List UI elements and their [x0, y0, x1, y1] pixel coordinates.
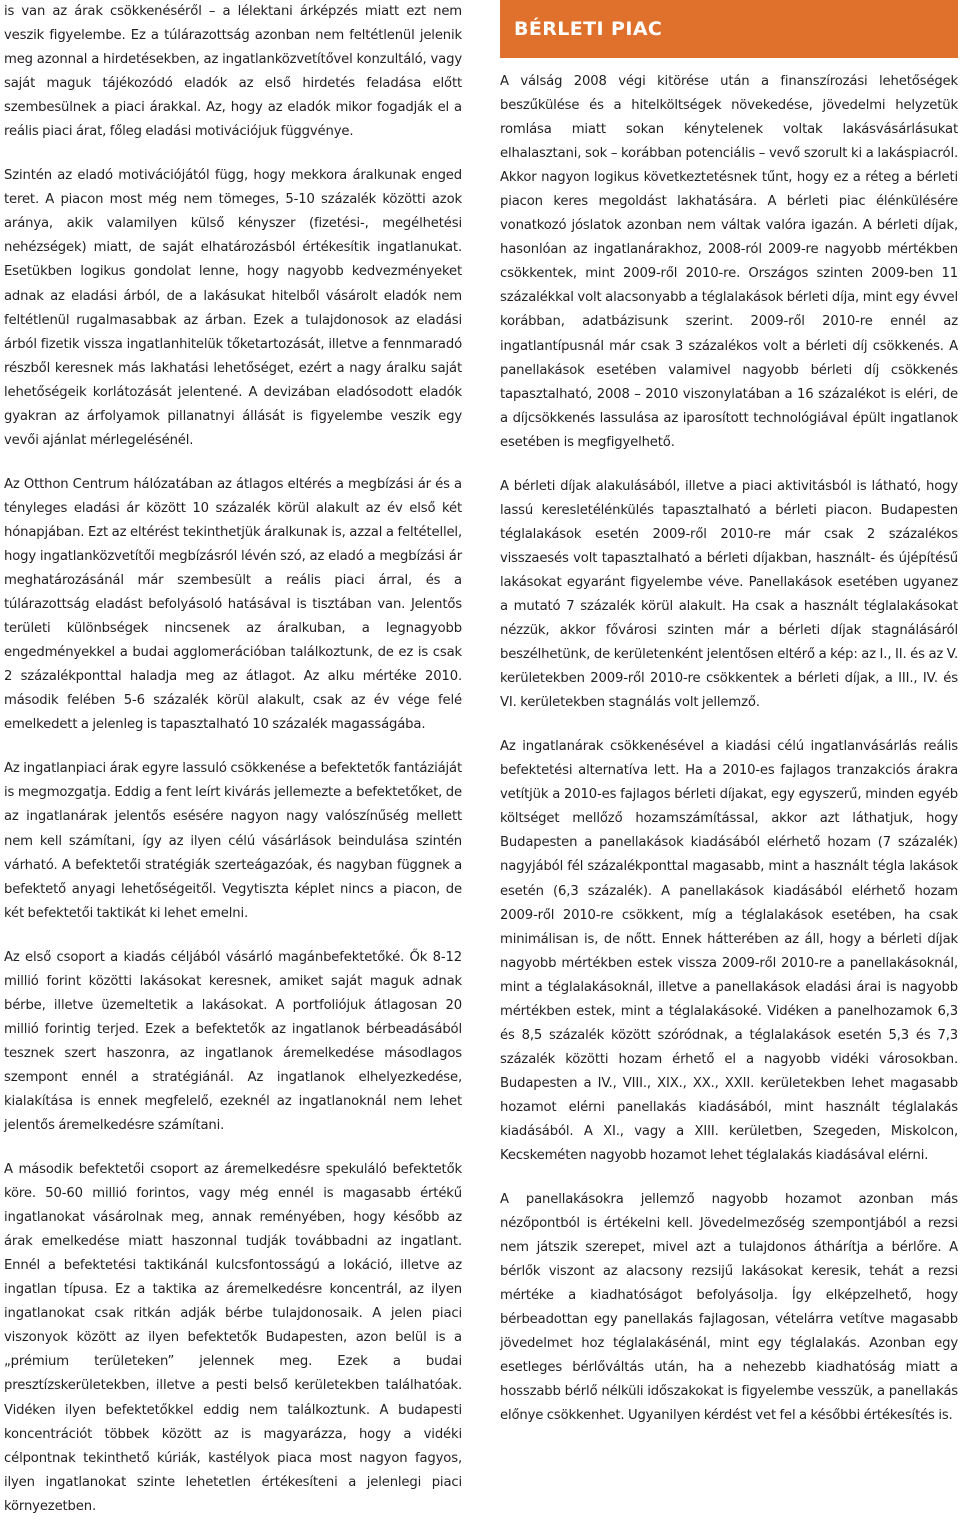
body-paragraph: A panellakásokra jellemző nagyobb hozamot azonban más nézőpontból is értékelni kell. Jövedelmezőség szempontjából a rezsi nem játszik szerepet, mivel azt a tulajdonos áthárítja a bérlőre. A bérlők viszont az alacsony rezsijű lakásokat keresik, tehát a rezsi mértéke a kiadhatóságot befolyásolja. Így elképzelhető, hogy bérbeadottan egy panellakás fajlagosan, vételárra vetítve magasabb jövedelmet hoz téglalakásénál, mint egy téglalakás. Azonban egy esetleges bérlőváltás után, ha a nehezebb kiadhatóság miatt a hosszabb bérlő nélküli időszakokat is figyelembe vesszük, a panellakás előnye csökkenhet. Ugyanilyen kérdést vet fel a későbbi értékesítés is.	[500, 1192, 958, 1424]
body-paragraph: is van az árak csökkenéséről – a lélektani árképzés miatt ezt nem veszik figyelembe. Ez a túlárazottság azonban nem feltétlenül jelenik meg azonnal a hirdetésekben, az ingatlanközvetítővel konzultáló, vagy saját maguk tájékozódó eladók az első hirdetés feladása előtt szembesülnek a piaci árakkal. Az, hogy az eladók mikor fogadják el a reális piaci árat, főleg eladási motivációjuk függvénye.	[4, 4, 462, 140]
left-column	[4, 0, 462, 1539]
body-paragraph: A válság 2008 végi kitörése után a finanszírozási lehetőségek beszűkülése és a hitelköltségek növekedése, jövedelmi helyzetük romlása miatt sokan kénytelenek voltak lakásvásárlásukat elhalasztani, sok – korábban potenciális – vevő szorult ki a lakáspiacról. Akkor nagyon logikus következtetésnek tűnt, hogy ez a réteg a bérleti piacon keres megoldást lakhatására. A bérleti piac élénkülésére vonatkozó jóslatok azonban nem váltak valóra igazán. A bérleti díjak, hasonlóan az ingatlanárakhoz, 2008-ról 2009-re nagyobb mértékben csökkentek, mint 2009-ről 2010-re. Országos szinten 2009-ben 11 százalékkal volt alacsonyabb a téglalakások bérleti díja, mint egy évvel korábban, adatbázisunk szerint. 2009-ről 2010-re ennél az ingatlantípusnál már csak 3 százalékos volt a bérleti díj csökkenés. A panellakások esetében valamivel nagyobb bérleti díj csökkenés tapasztalható, 2008 – 2010 viszonylatában a 16 százalékot is eléri, de a díjcsökkenés lassulása az iparosított technológiával épült ingatlanok esetében is megfigyelhető.	[500, 74, 958, 450]
body-paragraph: Szintén az eladó motivációjától függ, hogy mekkora áralkunak enged teret. A piacon most még nem tömeges, 5-10 százalék közötti azok aránya, akik valamilyen külső kényszer (fizetési-, megélhetési nehézségek) miatt, de saját elhatározásból értékesítik ingatlanukat. Esetükben logikus gondolat lenne, hogy nagyobb kedvezményeket adnak az eladási árból, de a lakásukat hitelből vásárolt eladók nem feltétlenül rugalmasabbak az árban. Ezek a tulajdonosok az eladási árból fizetik vissza ingatlanhitelük tőketartozását, illetve a fennmaradó részből keresnek más lakhatási lehetőséget, ezért a nagy áralku saját lehetőségeik korlátozását jelentené. A devizában eladósodott eladók gyakran az árfolyamok pillanatnyi állását is figyelembe veszik egy vevői ajánlat mérlegelésénél.	[4, 168, 462, 448]
body-paragraph: A bérleti díjak alakulásából, illetve a piaci aktivitásból is látható, hogy lassú keresletélénkülés tapasztalható a bérleti piacon. Budapesten téglalakások esetén 2009-ről 2010-re már csak 2 százalékos visszaesés volt tapasztalható a bérleti díjakban, használt- és újépítésű lakásokat egyaránt figyelembe véve. Panellakások esetében ugyanez a mutató 7 százalék körül alakult. Ha csak a használt téglalakásokat nézzük, akkor fővárosi szinten már a bérleti díjak stagnálásáról beszélhetünk, de kerületenként jelentősen eltérő a kép: az I., II. és az V. kerületekben 2009-ről 2010-re csökkentek a bérleti díjak, a III., IV. és VI. kerületekben stagnálás volt jellemző.	[500, 478, 958, 711]
section-header-bar	[500, 0, 958, 58]
right-column	[500, 0, 958, 1449]
section-title: BÉRLETI PIAC	[514, 18, 663, 40]
body-paragraph: A második befektetői csoport az áremelkedésre spekuláló befektetők köre. 50-60 millió forintos, vagy még ennél is magasabb értékű ingatlanokat vásárolnak meg, annak reményében, hogy később az árak emelkedése miatt haszonnal tudják továbbadni az ingatlant. Ennél a befektetési taktikánál kulcsfontosságú a lokáció, illetve az ingatlan típusa. Ez a taktika az áremelkedésre koncentrál, az ilyen ingatlanokat csak ritkán adják bérbe tulajdonosaik. A jelen piaci viszonyok között az ilyen befektetők Budapesten, azon belül is a „prémium területeken” jelennek meg. Ezek a budai presztízskerületekben, illetve a pesti belső kerületekben találhatóak. Vidéken ilyen befektetőkkel eddig nem találkoztunk. A budapesti koncentrációt többek között az is magyarázza, hogy a vidéki célpontnak tekinthető kúriák, kastélyok piaca most nagyon fagyos, ilyen ingatlanokat szinte lehetetlen értékesíteni a jelenlegi piaci környezetben.	[4, 1162, 462, 1514]
body-paragraph: Az Otthon Centrum hálózatában az átlagos eltérés a megbízási ár és a tényleges eladási ár között 10 százalék körül alakult az év első két hónapjában. Ezt az eltérést tekinthetjük áralkunak is, azzal a feltétellel, hogy ingatlanközvetítői megbízásról lévén szó, az eladó a megbízási ár meghatározásánál már szembesült a reális piaci árral, és a túlárazottság eladást befolyásoló hatásával is tisztában van. Jelentős területi különbségek nincsenek az áralkuban, a legnagyobb engedményekkel a budai agglomerációban találkoztunk, de ez is csak 2 százalékponttal haladja meg az átlagot. Az alku mértéke 2010. második felében 5-6 százalék körül alakult, csak az év vége felé emelkedett a jelenleg is tapasztalható 10 százalék magasságába.	[4, 476, 462, 733]
body-paragraph: Az első csoport a kiadás céljából vásárló magánbefektetőké. Ők 8-12 millió forint közötti lakásokat keresnek, amiket saját maguk adnak bérbe, illetve üzemeltetik a lakásokat. A portfoliójuk átlagosan 20 millió forintig terjed. Ezek a befektetők az ingatlanok bérbeadásából tesznek szert haszonra, az ingatlanok áremelkedése másodlagos szempont ennél a stratégiánál. Az ingatlanok elhelyezkedése, kialakítása is ennek megfelelő, ezeknél az ingatlanoknál nem lehet jelentős áremelkedésre számítani.	[4, 949, 462, 1134]
body-paragraph: Az ingatlanpiaci árak egyre lassuló csökkenése a befektetők fantáziáját is megmozgatja. Eddig a fent leírt kivárás jellemezte a befektetőket, de az ingatlanárak jelentős esésére nagyon nagy valószínűség mellett nem kell számítani, így az ilyen célú vásárlások beindulása szintén várható. A befektetői stratégiák szerteágazóak, és nagyban függnek a befektető anyagi lehetőségeitől. Vegytiszta képlet nincs a piacon, de két befektetői taktikát ki lehet emelni.	[4, 761, 462, 921]
body-paragraph: Az ingatlanárak csökkenésével a kiadási célú ingatlanvásárlás reális befektetési alternatíva lett. Ha a 2010-es fajlagos tranzakciós árakra vetítjük a 2010-es fajlagos bérleti díjakat, egy egyszerű, minden egyéb költséget mellőző hozamszámítással, akkor azt láthatjuk, hogy Budapesten a panellakások kiadásából elérhető hozam (7 százalék) nagyjából fél százalékponttal magasabb, mint a használt tégla lakások esetén (6,3 százalék). A panellakások kiadásából elérhető hozam 2009-ről 2010-re csökkent, míg a téglalakások esetében, ha csak minimálisan is, de nőtt. Ennek hátterében az áll, hogy a bérleti díjak nagyobb mértékben estek vissza 2009-ről 2010-re a panellakásoknál, mint a téglalakásoknál, illetve a panellakások eladási árai is nagyobb mértékben estek, mint a téglalakásoké. Vidéken a panelhozamok 6,3 és 8,5 százalék között szóródnak, a téglalakások esetén 5,3 és 7,3 százalék közötti hozam érhető el a nagyobb vidéki városokban. Budapesten a IV., VIII., XIX., XX., XXII. kerületekben lehet magasabb hozamot elérni panellakás kiadásából, mint használt téglalakás kiadásából. A XI., vagy a XIII. kerületben, Szegeden, Miskolcon, Kecskeméten nagyobb hozamot lehet téglalakás kiadásával elérni.	[500, 739, 958, 1164]
